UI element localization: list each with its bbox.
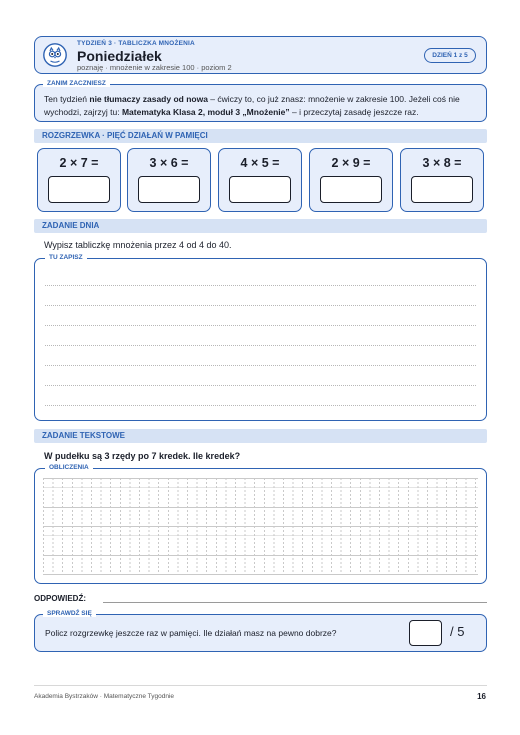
writing-line [45,285,476,286]
day-badge: DZIEŃ 1 z 5 [424,48,476,63]
self-check-text: Policz rozgrzewkę jeszcze raz w pamięci. Ile działań masz na pewno dobrze? [45,628,337,638]
footer-text: Akademia Bystrzaków · Matematyczne Tygodnie [34,693,175,700]
warmup-answer-box[interactable] [138,176,200,203]
write-area-label: TU ZAPISZ [45,254,87,261]
owl-icon [43,43,67,67]
warmup-equation: 2 × 9 = [331,156,371,170]
warmup-equation: 3 × 8 = [422,156,462,170]
warmup-equation: 3 × 6 = [149,156,189,170]
warmup-answer-box[interactable] [320,176,382,203]
writing-line [45,345,476,346]
task-heading: ZADANIE DNIA [34,219,487,233]
calculation-area-label: OBLICZENIA [45,464,93,471]
intro-text-reference: Matematyka Klasa 2, moduł 3 „Mnożenie” [121,106,290,117]
warmup-equation: 2 × 7 = [59,156,99,170]
intro-text-part: Ten tydzień [44,94,90,104]
warmup-equation: 4 × 5 = [240,156,280,170]
warmup-card [400,148,484,212]
intro-label: ZANIM ZACZNIESZ [43,80,110,87]
answer-line[interactable] [103,602,487,603]
score-input-box[interactable] [409,620,442,646]
warmup-heading: ROZGRZEWKA · PIĘĆ DZIAŁAŃ W PAMIĘCI [34,129,487,143]
calculation-area[interactable] [34,464,487,584]
warmup-card [218,148,302,212]
intro-text-emphasis: nie tłumaczy zasady od nowa [89,94,208,104]
dotted-grid [43,478,478,575]
writing-line [45,325,476,326]
warmup-card [37,148,121,212]
page-header [34,36,487,74]
page-number: 16 [477,692,486,701]
week-label: TYDZIEŃ 3 · TABLICZKA MNOŻENIA [77,40,195,47]
intro-text-part: – ćwiczy to, co już znasz: mnożenie w zakresie 100. Jeżeli coś nie wychodzi, zajrzyj tu: [44,94,460,117]
warmup-card [309,148,393,212]
word-problem-question: W pudełku są 3 rzędy po 7 kredek. Ile kredek? [44,451,241,461]
writing-line [45,305,476,306]
intro-text-part: – i przeczytaj zasadę jeszcze raz. [289,106,419,117]
self-check-box [34,610,487,652]
writing-line [45,405,476,406]
warmup-answer-box[interactable] [48,176,110,203]
score-total: / 5 [450,624,465,639]
answer-label: ODPOWIEDŹ: [34,594,86,603]
warmup-answer-box[interactable] [229,176,291,203]
intro-text [44,93,474,118]
task-instruction: Wypisz tabliczkę mnożenia przez 4 od 4 do 40. [44,240,232,250]
write-area[interactable] [34,254,487,421]
word-problem-heading: ZADANIE TEKSTOWE [34,429,487,443]
warmup-card [127,148,211,212]
writing-line [45,365,476,366]
self-check-label: SPRAWDŹ SIĘ [43,610,96,617]
writing-line [45,385,476,386]
warmup-answer-box[interactable] [411,176,473,203]
intro-box [34,80,487,122]
page-title: Poniedziałek [77,48,162,64]
footer-divider [34,685,487,686]
page-subtitle: poznaję · mnożenie w zakresie 100 · poziom 2 [77,63,232,72]
